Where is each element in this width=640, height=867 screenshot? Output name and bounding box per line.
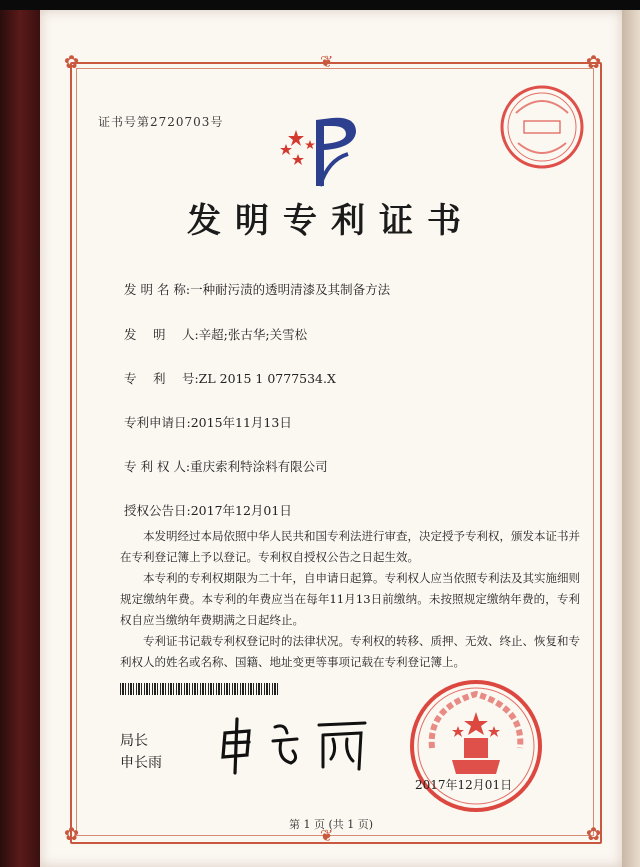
handwritten-signature (215, 715, 395, 775)
ornament-icon: ❦ (320, 52, 334, 71)
field-label: 专利申请日: (124, 415, 191, 430)
ornament-icon: ✿ (586, 824, 602, 845)
field-value: 重庆索利特涂料有限公司 (190, 459, 328, 474)
barcode (120, 683, 280, 695)
page-indicator: 第 1 页 (共 1 页) (288, 818, 374, 831)
field-label: 发 明 名 称: (124, 282, 191, 297)
field-label: 专 利 号: (124, 371, 199, 386)
field-label: 发 明 人: (124, 327, 199, 342)
certificate-body (120, 526, 580, 673)
signer-name: 申长雨 (120, 755, 162, 771)
registration-seal-icon (498, 83, 586, 171)
certificate-paper (40, 10, 622, 867)
certificate-number: 证书号第2720703号 (98, 115, 224, 129)
field-value: 2015年11月13日 (190, 415, 292, 430)
field-invention-name (124, 280, 390, 298)
seal-date: 2017年12月01日 (415, 778, 513, 792)
top-bar (0, 0, 640, 10)
field-value: 2017年12月01日 (190, 503, 292, 518)
official-seal-icon (408, 678, 544, 814)
background-right-edge (622, 10, 640, 867)
field-patentee (124, 457, 328, 475)
field-value: 辛超;张古华;关雪松 (198, 327, 308, 342)
field-label: 专 利 权 人: (124, 459, 191, 474)
field-inventors (124, 325, 307, 343)
page-title: 发明专利证书 (187, 201, 475, 241)
field-label: 授权公告日: (124, 503, 191, 518)
ornament-icon: ✿ (586, 52, 602, 73)
ornament-icon: ❦ (320, 826, 334, 845)
body-paragraph: 本发明经过本局依照中华人民共和国专利法进行审查，决定授予专利权，颁发本证书并在专利登记簿上予以登记。专利权自授权公告之日起生效。 (120, 529, 580, 564)
field-grant-date (124, 501, 292, 519)
background-left-edge (0, 10, 40, 867)
field-application-date (124, 413, 292, 431)
field-patent-number (124, 369, 336, 387)
ornament-icon: ✿ (64, 52, 80, 73)
body-paragraph: 本专利的专利权期限为二十年，自申请日起算。专利权人应当依照专利法及其实施细则规定缴纳年费。本专利的年费应当在每年11月13日前缴纳。未按照规定缴纳年费的，专利权自应当缴纳年费期满之日起终止。 (120, 571, 580, 627)
patent-office-logo-icon (276, 110, 372, 190)
signer-title: 局长 (120, 733, 148, 749)
body-paragraph: 专利证书记载专利权登记时的法律状况。专利权的转移、质押、无效、终止、恢复和专利权人的姓名或名称、国籍、地址变更等事项记载在专利登记簿上。 (120, 634, 580, 669)
field-value: ZL 2015 1 0777534.X (198, 371, 336, 386)
field-value: 一种耐污渍的透明清漆及其制备方法 (190, 282, 391, 297)
ornament-icon: ✿ (64, 824, 80, 845)
